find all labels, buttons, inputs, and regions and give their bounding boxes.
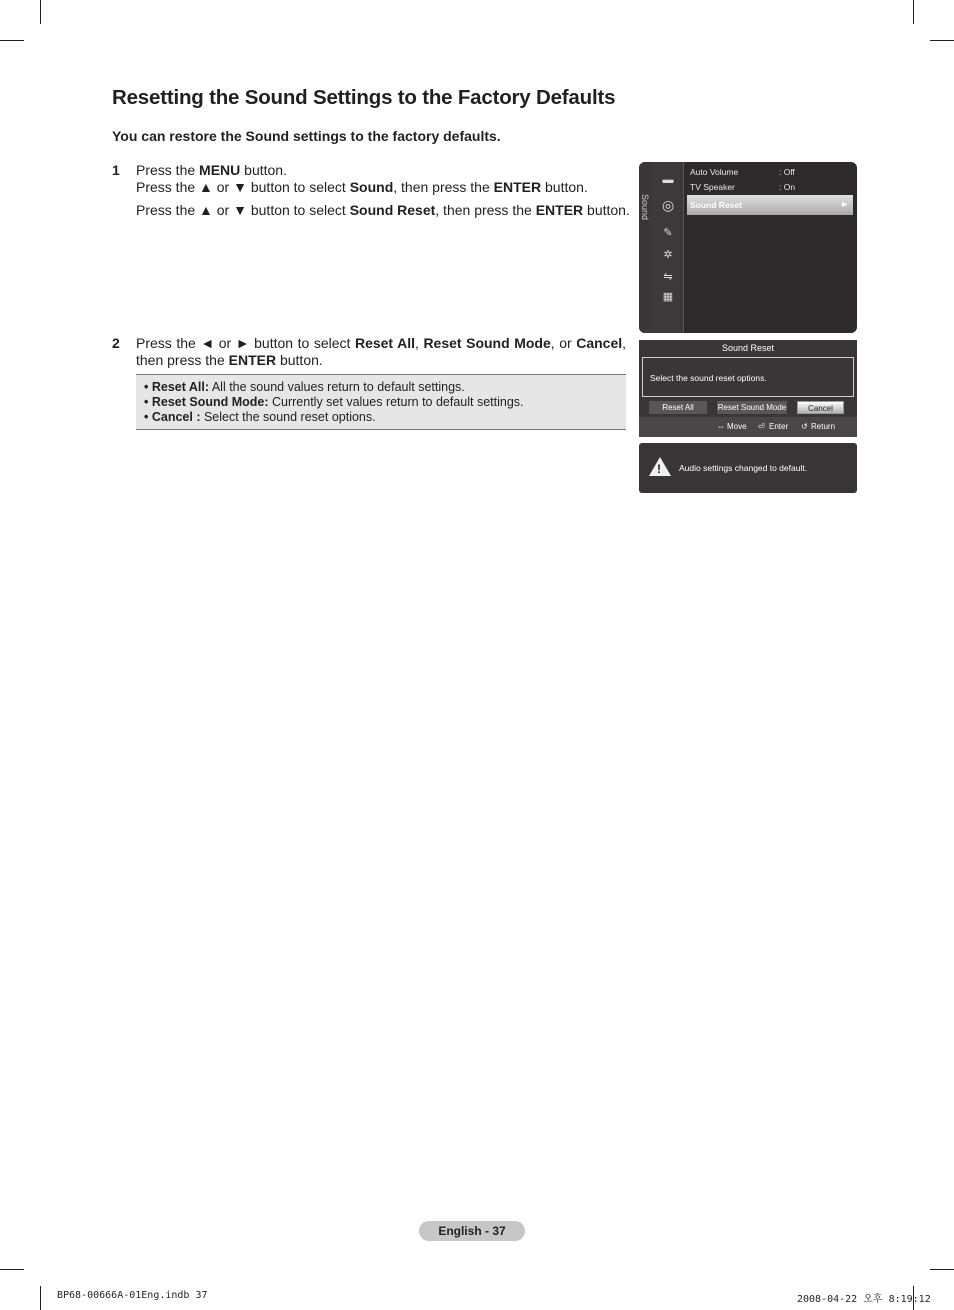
footer-file-info: BP68-00666A-01Eng.indb 37 bbox=[57, 1290, 208, 1301]
input-icon: ⇋ bbox=[663, 271, 673, 283]
crop-mark bbox=[930, 40, 954, 41]
osd-value-tv-speaker: : On bbox=[779, 182, 796, 192]
step-1-line-1: Press the MENU button. bbox=[136, 162, 287, 178]
step-2-number: 2 bbox=[112, 335, 120, 351]
notes-box bbox=[136, 374, 626, 430]
notice-message: Audio settings changed to default. bbox=[679, 463, 808, 473]
enter-icon: ⏎ bbox=[758, 422, 765, 431]
osd-sound-reset-dialog bbox=[639, 340, 857, 437]
footer-move: Move bbox=[727, 422, 747, 431]
reset-all-button[interactable]: Reset All bbox=[649, 401, 707, 414]
page-subtitle: You can restore the Sound settings to the factory defaults. bbox=[112, 128, 501, 144]
step-2-line-2: then press the ENTER button. bbox=[136, 352, 323, 368]
note-reset-sound-mode: • Reset Sound Mode: Currently set values return to default settings. bbox=[144, 395, 524, 409]
osd-item-auto-volume[interactable]: Auto Volume bbox=[690, 167, 739, 177]
channel-icon: ✎ bbox=[663, 227, 673, 239]
osd-tab-label: Sound bbox=[640, 194, 650, 221]
page-title: Resetting the Sound Settings to the Factory Defaults bbox=[112, 86, 616, 109]
footer-return: Return bbox=[811, 422, 836, 431]
note-cancel: • Cancel : Select the sound reset options. bbox=[144, 410, 376, 424]
dialog-message: Select the sound reset options. bbox=[650, 373, 767, 383]
reset-sound-mode-button[interactable]: Reset Sound Mode bbox=[717, 403, 787, 412]
note-reset-all: • Reset All: All the sound values return to default settings. bbox=[144, 380, 465, 394]
footer-enter: Enter bbox=[769, 422, 789, 431]
setup-icon: ✲ bbox=[663, 249, 673, 261]
osd-item-tv-speaker[interactable]: TV Speaker bbox=[690, 182, 735, 192]
crop-mark bbox=[0, 1269, 24, 1270]
cancel-button[interactable]: Cancel bbox=[797, 401, 844, 414]
osd-selected-label: Sound Reset bbox=[690, 200, 742, 210]
osd-vertical-tab bbox=[639, 162, 651, 333]
osd-notice bbox=[639, 443, 857, 493]
warning-icon-mark: ! bbox=[657, 462, 661, 476]
crop-mark bbox=[0, 40, 24, 41]
step-1-number: 1 bbox=[112, 162, 120, 178]
picture-icon: ▬ bbox=[662, 174, 674, 186]
arrow-right-icon: ► bbox=[840, 199, 849, 209]
crop-mark bbox=[40, 1286, 41, 1310]
osd-value-auto-volume: : Off bbox=[779, 167, 795, 177]
crop-mark bbox=[930, 1269, 954, 1270]
page-number: English - 37 bbox=[419, 1221, 525, 1241]
return-icon: ↺ bbox=[801, 422, 808, 431]
footer-timestamp: 2008-04-22 오후 8:19:12 bbox=[797, 1294, 931, 1305]
osd-item-sound-reset[interactable] bbox=[687, 195, 853, 215]
step-2-line-1: Press the ◄ or ► button to select Reset All, Reset Sound Mode, or Cancel, bbox=[136, 335, 627, 351]
crop-mark bbox=[913, 0, 914, 24]
application-icon: ▦ bbox=[662, 291, 674, 303]
osd-sound-menu bbox=[639, 162, 857, 333]
dialog-message-box bbox=[642, 357, 854, 397]
move-icon: ⇔ bbox=[717, 422, 725, 431]
crop-mark bbox=[40, 0, 41, 24]
step-1-line-2: Press the ▲ or ▼ button to select Sound, then press the ENTER button. bbox=[136, 179, 588, 195]
sound-icon: ◎ bbox=[662, 197, 675, 213]
dialog-footer bbox=[639, 417, 857, 437]
osd-icon-column bbox=[651, 162, 684, 333]
step-1-line-3: Press the ▲ or ▼ button to select Sound Reset, then press the ENTER button. bbox=[136, 202, 630, 218]
dialog-title: Sound Reset bbox=[721, 343, 775, 353]
